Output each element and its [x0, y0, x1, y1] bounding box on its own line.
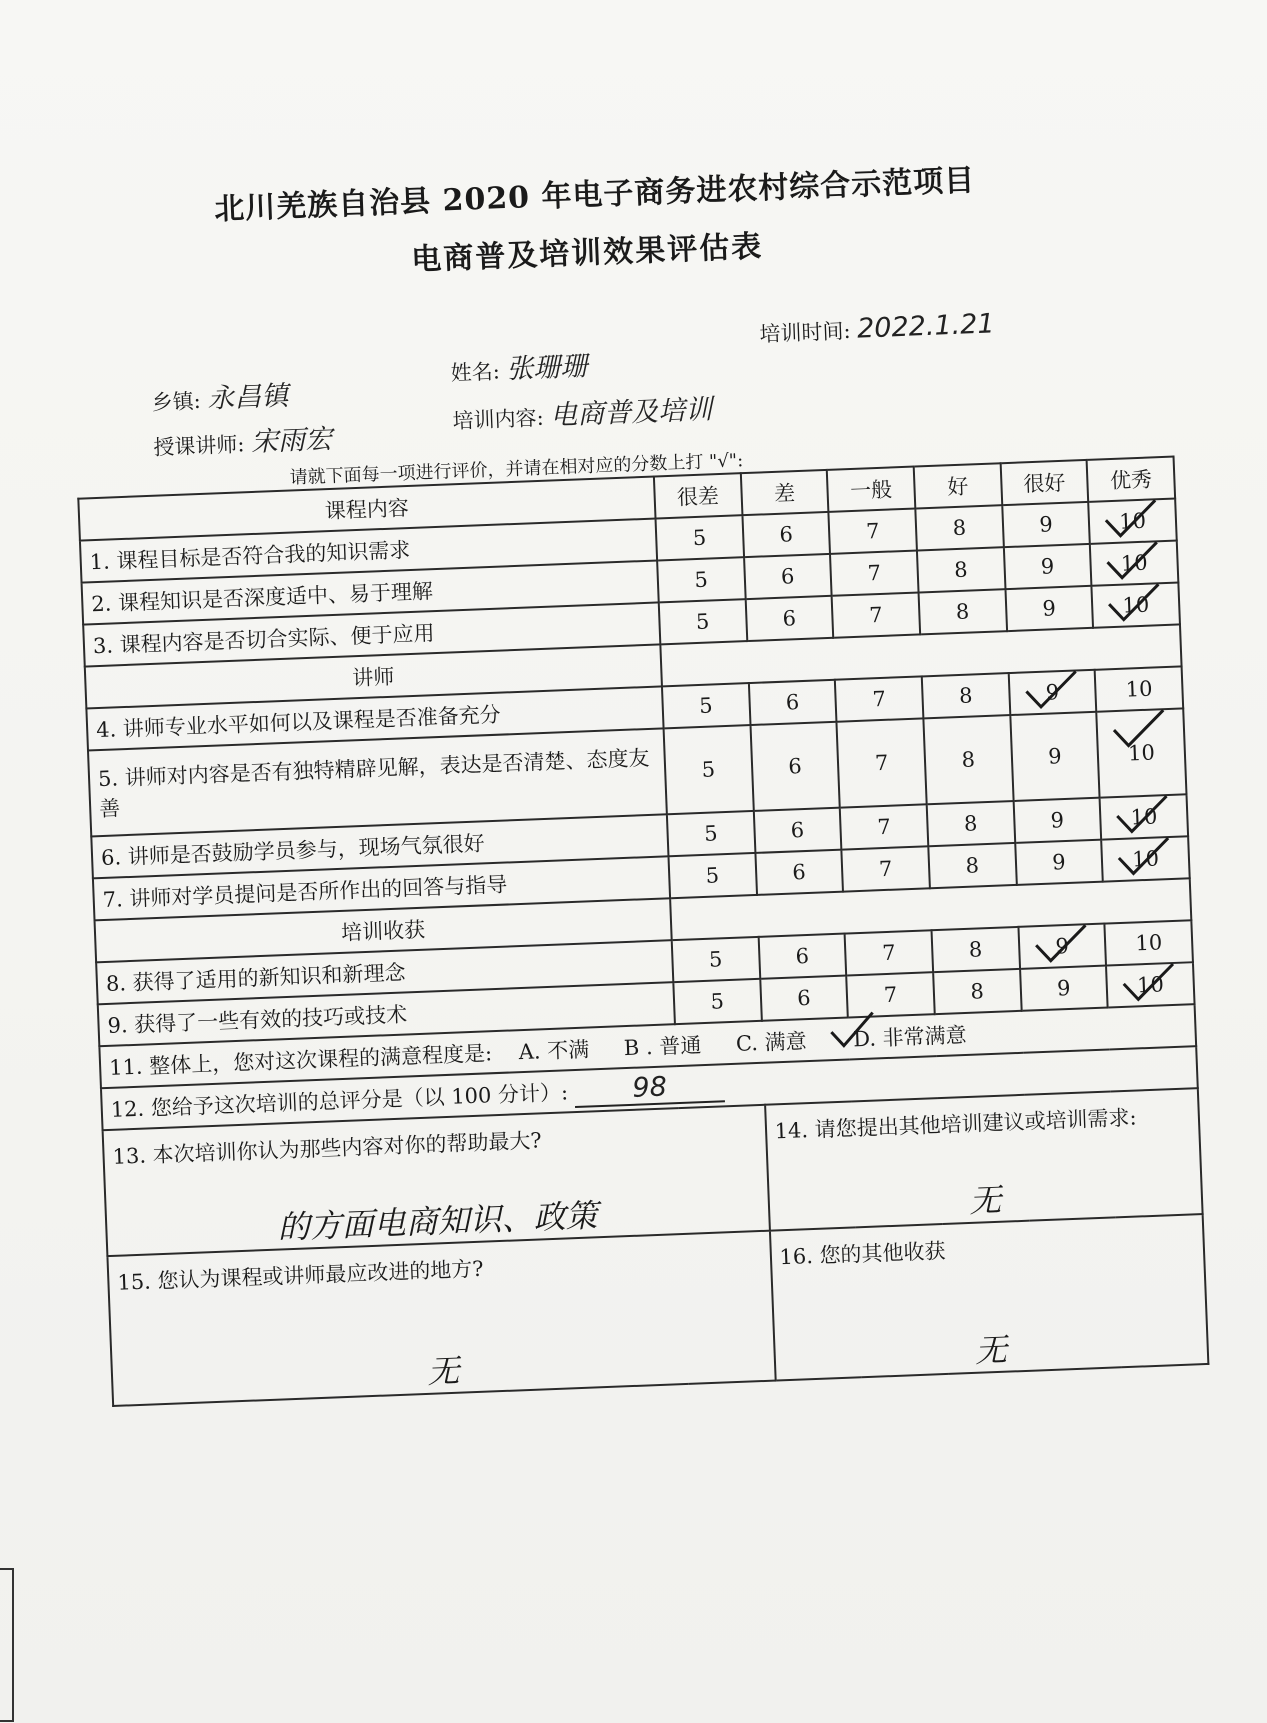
q13-box	[103, 1105, 770, 1256]
score-cell[interactable]	[673, 979, 761, 1024]
section-title: 课程内容	[78, 477, 655, 541]
score-value: 10	[1120, 550, 1149, 576]
score-value: 9	[1042, 596, 1057, 621]
score-cell[interactable]	[742, 512, 830, 557]
score-cell[interactable]	[837, 718, 927, 807]
score-cell[interactable]	[659, 599, 747, 644]
q13-label: 13. 本次培训你认为那些内容对你的帮助最大?	[112, 1128, 543, 1169]
score-value: 5	[693, 567, 709, 593]
score-cell[interactable]	[672, 937, 760, 982]
score-cell[interactable]	[662, 683, 750, 728]
score-cell[interactable]	[923, 715, 1013, 804]
date-value: 2022.1.21	[856, 308, 996, 345]
score-value: 7	[872, 686, 887, 712]
score-value: 5	[695, 609, 710, 635]
form-title: 北川羌族自治县 2020 年电子商务进农村综合示范项目	[213, 163, 976, 228]
score-value: 8	[970, 979, 985, 1004]
score-cell[interactable]	[1095, 666, 1183, 711]
item-label: 1. 课程目标是否符合我的知识需求	[80, 519, 657, 583]
rating-header: 很好	[1000, 460, 1088, 505]
score-cell[interactable]	[830, 551, 918, 596]
score-value: 10	[1136, 972, 1165, 998]
check-mark-icon	[1101, 538, 1163, 584]
score-cell[interactable]	[744, 554, 832, 599]
score-cell[interactable]	[1013, 798, 1101, 843]
q11-option-d[interactable]	[853, 1023, 967, 1051]
score-value: 10	[1130, 804, 1158, 830]
item-label: 5. 讲师对内容是否有独特精辟见解，表达是否清楚、态度友善	[88, 728, 667, 836]
score-value: 6	[785, 690, 800, 715]
rating-header: 优秀	[1087, 457, 1175, 502]
rating-header: 一般	[827, 467, 915, 512]
q11-option-d-label: D. 非常满意	[852, 1022, 968, 1052]
name-label: 姓名:	[450, 359, 501, 386]
score-cell[interactable]	[1020, 966, 1108, 1011]
score-cell[interactable]	[1100, 794, 1188, 839]
score-cell[interactable]	[928, 843, 1016, 888]
score-cell[interactable]	[755, 850, 843, 895]
score-value: 6	[782, 606, 797, 631]
score-cell[interactable]	[1106, 962, 1194, 1007]
name-value: 张珊珊	[505, 351, 588, 386]
score-cell[interactable]	[1101, 836, 1189, 881]
score-cell[interactable]	[655, 515, 743, 560]
q11-label: 11. 整体上，您对这次课程的满意程度是:	[108, 1041, 493, 1080]
score-cell[interactable]	[829, 509, 917, 554]
score-value: 9	[1038, 512, 1054, 537]
score-cell[interactable]	[745, 596, 833, 641]
score-cell[interactable]	[1008, 670, 1096, 715]
q16-label: 16. 您的其他收获	[779, 1238, 946, 1270]
q14-box	[765, 1088, 1203, 1231]
score-cell[interactable]	[933, 969, 1021, 1014]
score-value: 8	[961, 747, 976, 772]
q11-option-c[interactable]: C. 满意	[735, 1029, 808, 1056]
check-mark-icon	[1107, 706, 1169, 752]
q16-box	[769, 1214, 1208, 1381]
score-cell[interactable]	[1105, 920, 1193, 965]
score-value: 9	[1050, 808, 1065, 833]
score-cell[interactable]	[663, 725, 753, 814]
score-value: 7	[876, 814, 892, 840]
check-mark-icon	[1111, 792, 1173, 838]
scan-edge-mark	[0, 1568, 14, 1722]
score-value: 6	[778, 522, 794, 547]
q15-box	[107, 1231, 775, 1406]
score-value: 8	[965, 853, 980, 878]
score-cell[interactable]	[1097, 708, 1187, 797]
item-label: 3. 课程内容是否切合实际、便于应用	[83, 602, 660, 666]
score-cell[interactable]	[927, 801, 1015, 846]
form-subtitle: 电商普及培训效果评估表	[410, 229, 764, 278]
town-value: 永昌镇	[206, 380, 289, 415]
instructor-value: 宋雨宏	[250, 423, 333, 458]
score-cell[interactable]	[931, 927, 1019, 972]
score-value: 9	[1045, 680, 1060, 705]
score-value: 10	[1122, 592, 1150, 618]
q15-label: 15. 您认为课程或讲师最应改进的地方?	[116, 1256, 484, 1295]
score-value: 5	[708, 947, 723, 972]
score-cell[interactable]	[667, 811, 755, 856]
score-value: 10	[1127, 740, 1156, 766]
item-label: 6. 讲师是否鼓励学员参与，现场气氛很好	[91, 814, 668, 878]
rating-table	[77, 456, 1209, 1407]
check-mark-icon	[1019, 667, 1081, 713]
score-cell[interactable]	[842, 846, 930, 891]
score-value: 6	[790, 818, 805, 843]
score-value: 5	[703, 821, 718, 846]
content-field	[452, 387, 713, 436]
item-label: 2. 课程知识是否深度适中、易于理解	[82, 561, 659, 625]
instructor-label: 授课讲师:	[152, 432, 245, 460]
score-value: 8	[955, 599, 970, 625]
item-label: 7. 讲师对学员提问是否所作出的回答与指导	[93, 856, 670, 920]
rating-table-body	[78, 457, 1194, 1047]
score-cell[interactable]	[1010, 712, 1100, 801]
q12-answer[interactable]: 98	[574, 1069, 725, 1108]
check-mark-icon	[826, 1010, 877, 1052]
instruction-text: 请就下面每一项进行评价，并请在相对应的分数上打 "√":	[289, 450, 744, 489]
score-value: 9	[1056, 975, 1071, 1001]
score-value: 5	[701, 757, 716, 782]
content-label: 培训内容:	[452, 405, 545, 434]
q11-option-a[interactable]: A. 不满	[518, 1037, 590, 1065]
check-mark-icon	[1029, 921, 1091, 967]
q16-answer[interactable]: 无	[974, 1330, 1008, 1370]
score-cell[interactable]	[1018, 924, 1106, 969]
score-value: 8	[953, 557, 969, 583]
score-cell[interactable]	[1002, 502, 1090, 547]
score-cell[interactable]	[1092, 583, 1180, 628]
score-value: 10	[1118, 508, 1147, 534]
section-title: 培训收获	[95, 898, 672, 962]
instructor-field	[153, 417, 333, 463]
score-value: 5	[698, 693, 714, 718]
q15-answer[interactable]: 无	[426, 1351, 461, 1391]
check-mark-icon	[1117, 960, 1179, 1006]
score-value: 9	[1040, 554, 1055, 579]
score-value: 9	[1055, 933, 1070, 959]
score-value: 8	[968, 937, 983, 962]
score-cell[interactable]	[917, 547, 1005, 592]
score-cell[interactable]	[1015, 840, 1103, 885]
score-cell[interactable]	[922, 673, 1010, 718]
score-cell[interactable]	[915, 505, 1003, 550]
name-field	[450, 344, 588, 388]
score-value: 5	[692, 525, 707, 551]
score-cell[interactable]	[845, 930, 933, 975]
check-mark-icon	[1103, 580, 1165, 626]
score-cell[interactable]	[1005, 586, 1093, 631]
score-cell[interactable]	[918, 589, 1006, 634]
score-cell[interactable]	[748, 680, 836, 725]
score-cell[interactable]	[753, 808, 841, 853]
q11-option-b[interactable]: B . 普通	[623, 1033, 702, 1061]
date-label: 培训时间:	[759, 318, 851, 347]
score-value: 10	[1134, 930, 1163, 956]
score-value: 9	[1051, 850, 1067, 875]
item-label: 4. 讲师专业水平如何以及课程是否准备充分	[86, 686, 663, 750]
q14-label: 14. 请您提出其他培训建议或培训需求:	[774, 1105, 1138, 1144]
score-value: 5	[705, 863, 720, 888]
rating-header: 很差	[654, 473, 742, 518]
free-text-section	[99, 1004, 1208, 1406]
score-value: 5	[710, 989, 725, 1014]
date-field	[759, 308, 995, 348]
score-value: 10	[1125, 676, 1153, 702]
score-value: 7	[881, 940, 897, 966]
score-value: 6	[787, 754, 803, 779]
q13-answer[interactable]: 的方面电商知识、政策	[276, 1196, 599, 1247]
score-cell[interactable]	[1003, 544, 1091, 589]
check-mark-icon	[1099, 496, 1161, 542]
evaluation-sheet	[39, 38, 1260, 1701]
score-value: 7	[868, 602, 884, 628]
rating-header: 好	[914, 463, 1002, 508]
content-value: 电商普及培训	[549, 394, 713, 432]
score-value: 6	[791, 860, 807, 885]
score-value: 8	[952, 515, 967, 541]
score-value: 7	[878, 856, 893, 882]
check-mark-icon	[1112, 834, 1174, 880]
score-cell[interactable]	[1090, 541, 1178, 586]
score-cell[interactable]	[835, 676, 923, 721]
item-label: 8. 获得了适用的新知识和新理念	[96, 940, 673, 1004]
score-value: 7	[874, 750, 889, 776]
score-cell[interactable]	[1088, 499, 1176, 544]
score-value: 9	[1047, 744, 1063, 769]
rating-header: 差	[740, 470, 828, 515]
score-value: 8	[958, 683, 973, 708]
score-value: 7	[867, 560, 882, 586]
score-value: 7	[865, 518, 880, 544]
town-field	[151, 374, 289, 418]
score-value: 6	[780, 564, 795, 589]
q14-answer[interactable]: 无	[968, 1180, 1002, 1220]
item-label: 9. 获得了一些有效的技巧或技术	[98, 982, 675, 1046]
score-value: 10	[1131, 846, 1160, 872]
score-cell[interactable]	[657, 557, 745, 602]
score-cell[interactable]	[758, 934, 846, 979]
town-label: 乡镇:	[151, 388, 202, 415]
q12-label: 12. 您给予这次培训的总评分是（以 100 分计）:	[110, 1079, 569, 1122]
score-value: 6	[796, 985, 812, 1011]
section-title: 讲师	[85, 644, 662, 708]
score-value: 7	[883, 982, 898, 1008]
score-cell[interactable]	[750, 722, 840, 811]
score-cell[interactable]	[668, 853, 756, 898]
score-value: 6	[795, 943, 810, 969]
score-cell[interactable]	[840, 804, 928, 849]
score-value: 8	[963, 811, 978, 836]
score-cell[interactable]	[832, 592, 920, 637]
